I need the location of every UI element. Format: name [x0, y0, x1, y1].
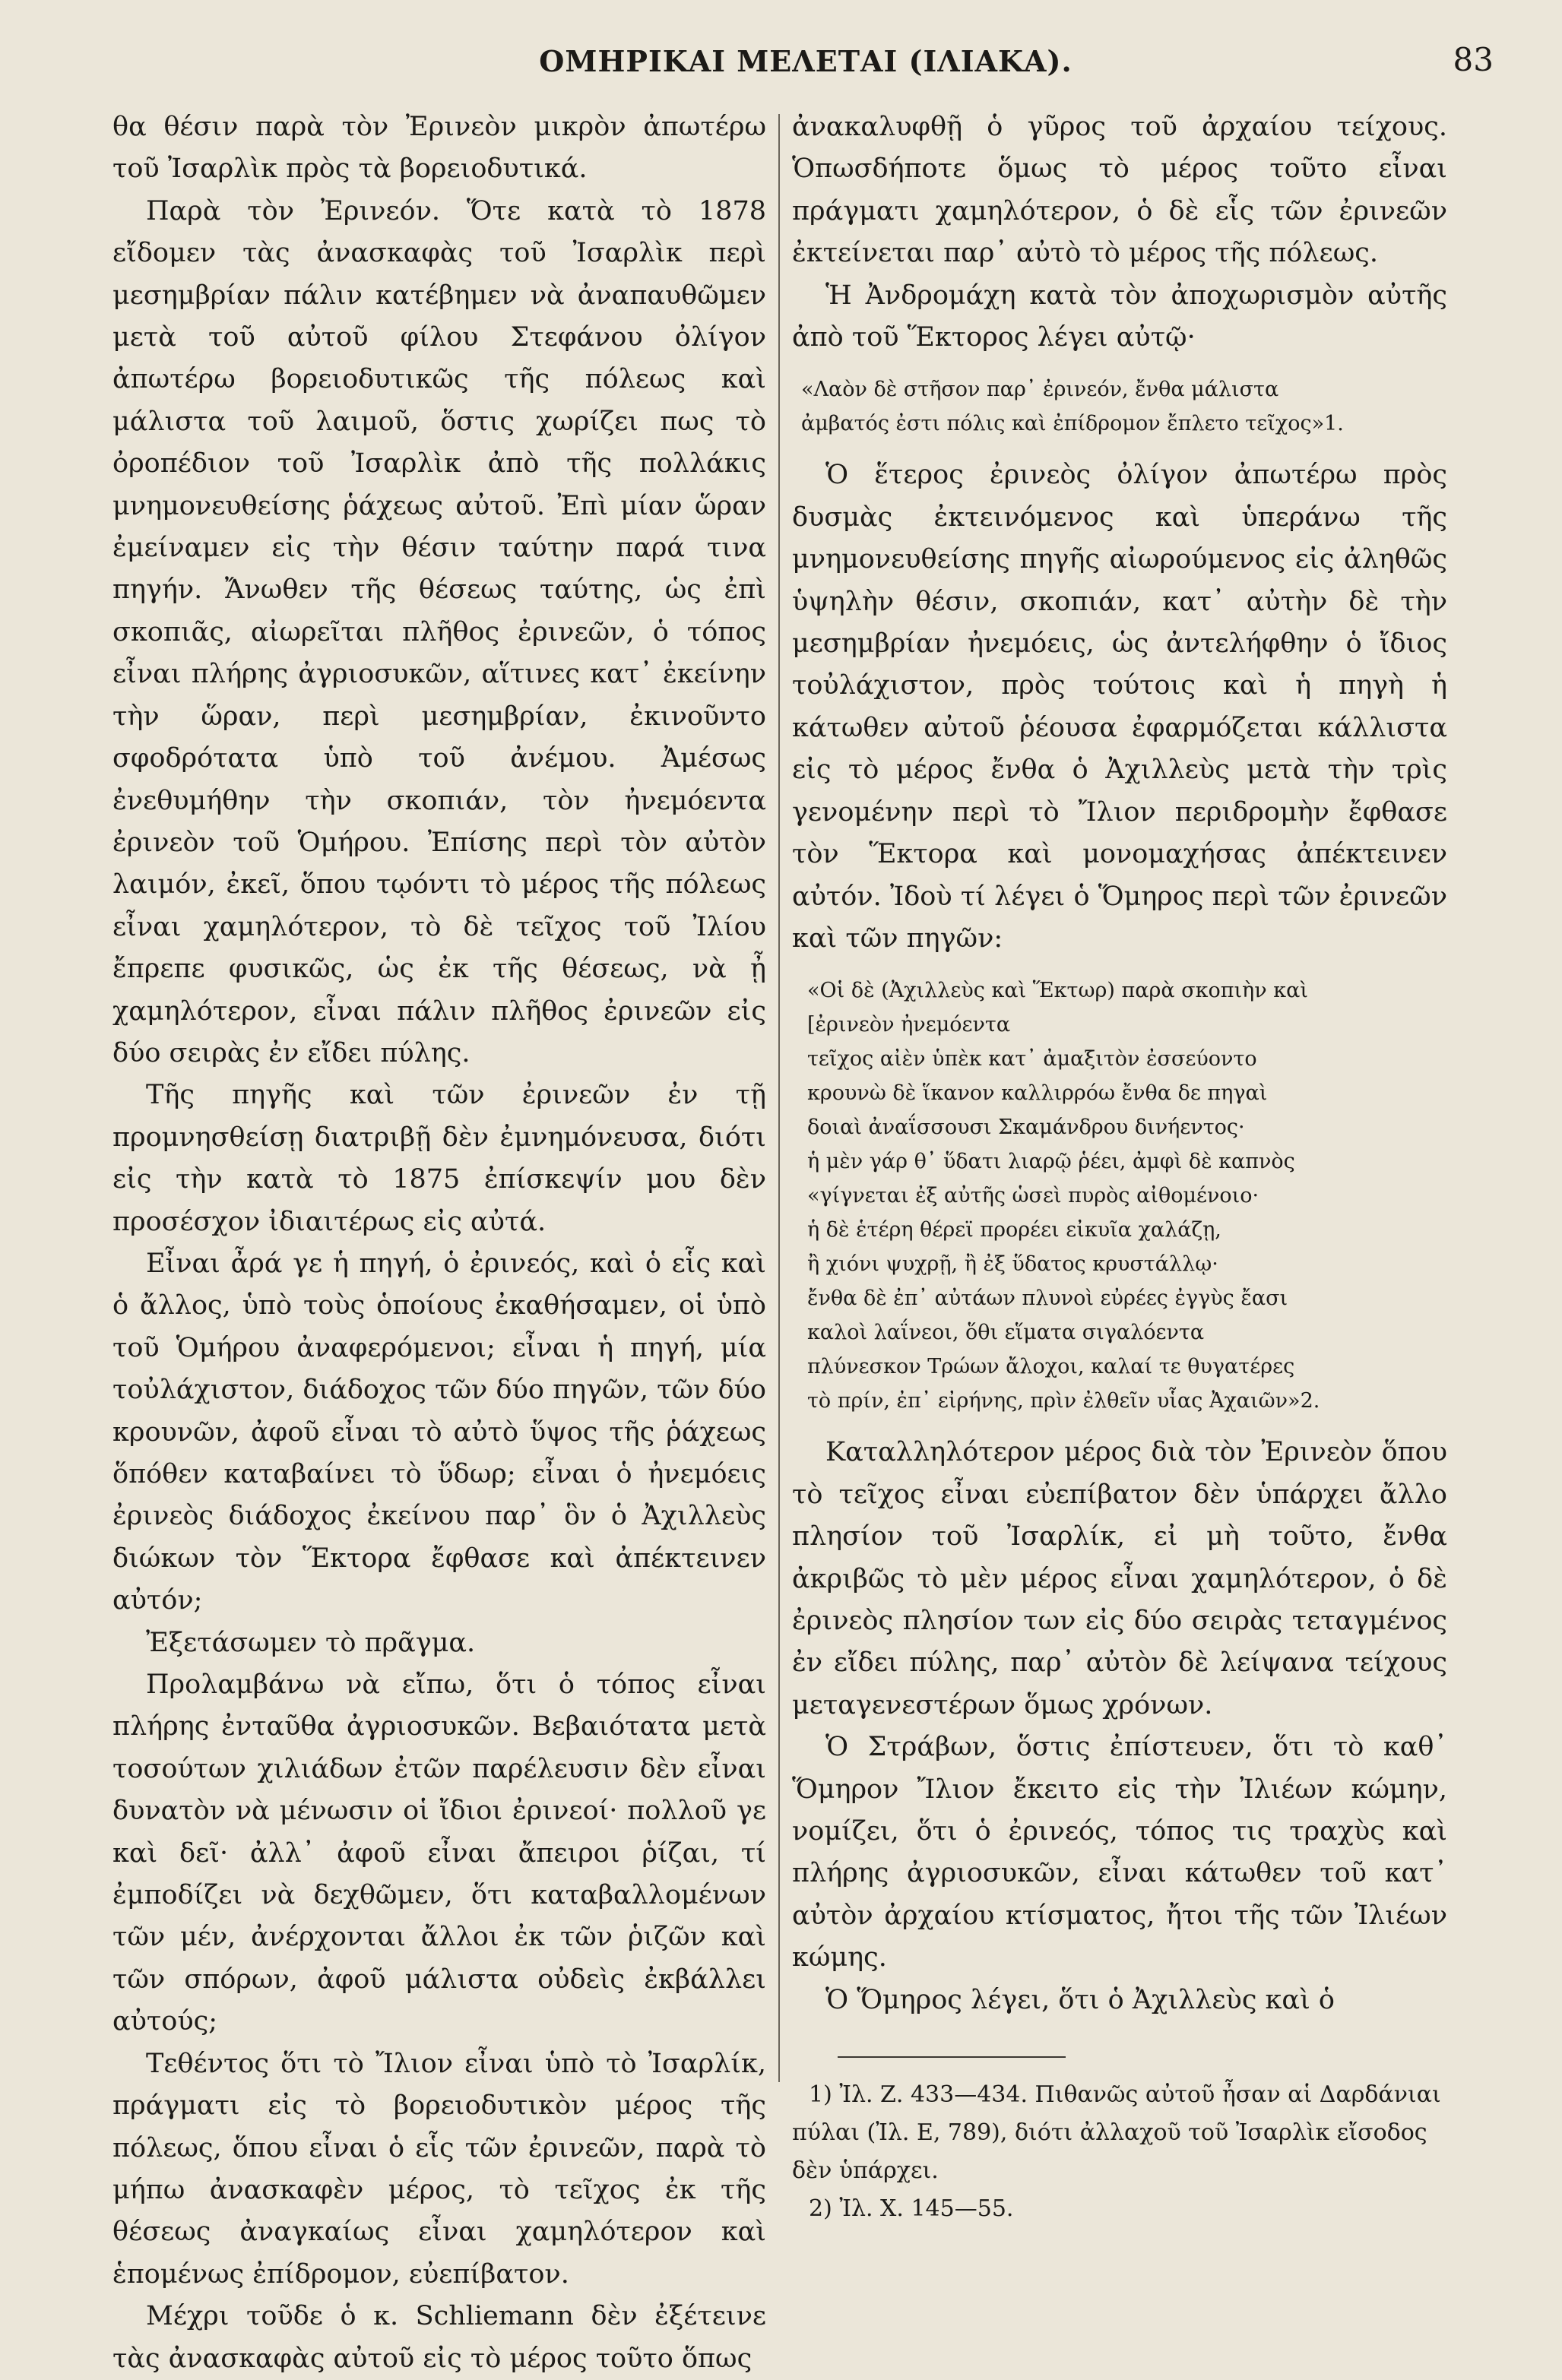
paragraph: Μέχρι τοῦδε ὁ κ. Schliemann δὲν ἐξέτεινε τὰς ἀνασκαφὰς αὐτοῦ εἰς τὸ μέρος τοῦτο ὅπως: [112, 2301, 766, 2374]
quote-line: τὸ πρίν, ἐπ᾽ εἰρήνης, πρὶν ἐλθεῖν υἷας Ἀχαιῶν»2.: [807, 1389, 1320, 1413]
quote-line: ἡ μὲν γάρ θ᾽ ὕδατι λιαρῷ ῥέει, ἀμφὶ δὲ καπνὸς: [807, 1150, 1295, 1174]
footnote-rule: [838, 2056, 1066, 2058]
paragraph: Τῆς πηγῆς καὶ τῶν ἐρινεῶν ἐν τῇ προμνησθείσῃ διατριβῇ δὲν ἐμνημόνευσα, διότι εἰς τὴν κατὰ τὸ 1875 ἐπίσκεψίν μου δὲν προσέσχον ἰδιαιτέρως εἰς αὐτά.: [112, 1080, 766, 1237]
quote-line: «Οἱ δὲ (Ἀχιλλεὺς καὶ Ἕκτωρ) παρὰ σκοπιὴν καὶ: [807, 979, 1308, 1003]
paragraph: θα θέσιν παρὰ τὸν Ἐρινεὸν μικρὸν ἀπωτέρω τοῦ Ἰσαρλὶκ πρὸς τὰ βορειοδυτικά.: [112, 112, 766, 185]
paragraph: Καταλληλότερον μέρος διὰ τὸν Ἐρινεὸν ὅπου τὸ τεῖχος εἶναι εὐεπίβατον δὲν ὑπάρχει ἄλλο πλησίον τοῦ Ἰσαρλίκ, εἰ μὴ τοῦτο, ἔνθα ἀκριβῶς τὸ μὲν μέρος εἶναι χαμηλότερον, ὁ δὲ ἐρινεὸς πλησίον των εἰς δύο σειρὰς τεταγμένος ἐν εἴδει πύλης, παρ᾽ αὐτὸν δὲ λείψανα τείχους μεταγενεστέρων ὅμως χρόνων.: [792, 1437, 1447, 1720]
quote-line: κρουνὼ δὲ ἵκανον καλλιρρόω ἔνθα δε πηγαὶ: [807, 1081, 1268, 1106]
quote-line: «γίγνεται ἐξ αὐτῆς ὡσεὶ πυρὸς αἰθομένοιο·: [807, 1184, 1259, 1208]
paragraph: Εἶναι ἆρά γε ἡ πηγή, ὁ ἐρινεός, καὶ ὁ εἷς καὶ ὁ ἄλλος, ὑπὸ τοὺς ὁποίους ἐκαθήσαμεν, οἱ ὑπὸ τοῦ Ὁμήρου ἀναφερόμενοι; εἶναι ἡ πηγή, μία τοὐλάχιστον, διάδοχος τῶν δύο πηγῶν, τῶν δύο κρουνῶν, ἀφοῦ εἶναι τὸ αὐτὸ ὕψος τῆς ῥάχεως ὅπόθεν καταβαίνει τὸ ὕδωρ; εἶναι ὁ ἠνεμόεις ἐρινεὸς διάδοχος ἐκείνου παρ᾽ ὃν ὁ Ἀχιλλεὺς διώκων τὸν Ἕκτορα ἔφθασε καὶ ἀπέκτεινεν αὐτόν;: [112, 1248, 766, 1616]
quote-line: «Λαὸν δὲ στῆσον παρ᾽ ἐρινεόν, ἔνθα μάλιστα: [801, 378, 1279, 402]
paragraph: Ὁ Ὅμηρος λέγει, ὅτι ὁ Ἀχιλλεὺς καὶ ὁ: [825, 1984, 1335, 2015]
footnote: 2) Ἰλ. Χ. 145—55.: [809, 2195, 1014, 2222]
left-column: [112, 106, 766, 2380]
quote-homer: [801, 973, 1447, 1418]
quote-line: καλοὶ λαΐνεοι, ὅθι εἵματα σιγαλόεντα: [807, 1321, 1205, 1345]
paragraph: Προλαμβάνω νὰ εἴπω, ὅτι ὁ τόπος εἶναι πλήρης ἐνταῦθα ἀγριοσυκῶν. Βεβαιότατα μετὰ τοσούτων χιλιάδων ἐτῶν παρέλευσιν δὲν εἶναι δυνατὸν νὰ μένωσιν οἱ ἴδιοι ἐρινεοί· πολλοῦ γε καὶ δεῖ· ἀλλ᾽ ἀφοῦ εἶναι ἄπειροι ῥίζαι, τί ἐμποδίζει νὰ δεχθῶμεν, ὅτι καταβαλλομένων τῶν μέν, ἀνέρχονται ἄλλοι ἐκ τῶν ῥιζῶν καὶ τῶν σπόρων, ἀφοῦ μάλιστα οὐδεὶς ἐκβάλλει αὐτούς;: [112, 1669, 766, 2037]
running-head: [84, 41, 1494, 90]
paragraph: Ὁ ἕτερος ἐρινεὸς ὀλίγον ἀπωτέρω πρὸς δυσμὰς ἐκτεινόμενος καὶ ὑπεράνω τῆς μνημονευθείσης πηγῆς αἰωρούμενος εἰς ἀληθῶς ὑψηλὴν θέσιν, σκοπιάν, κατ᾽ αὐτὴν δὲ τὴν μεσημβρίαν ἠνεμόεις, ὡς ἀντελήφθην ὁ ἴδιος τοὐλάχιστον, πρὸς τούτοις καὶ ἡ πηγὴ ἡ κάτωθεν αὐτοῦ ῥέουσα ἐφαρμόζεται κάλλιστα εἰς τὸ μέρος ἔνθα ὁ Ἀχιλλεὺς μετὰ τὴν τρὶς γενομένην περὶ τὸ Ἴλιον περιδρομὴν ἔφθασε τὸν Ἕκτορα καὶ μονομαχήσας ἀπέκτεινεν αὐτόν. Ἰδοὺ τί λέγει ὁ Ὅμηρος περὶ τῶν ἐρινεῶν καὶ τῶν πηγῶν:: [792, 460, 1447, 954]
quote-line: ἀμβατός ἐστι πόλις καὶ ἐπίδρομον ἔπλετο τεῖχος»1.: [801, 412, 1344, 436]
quote-line-continuation: [ἐρινεὸν ἠνεμόεντα: [807, 1013, 1011, 1037]
quote-line: ἔνθα δὲ ἐπ᾽ αὐτάων πλυνοὶ εὐρέες ἐγγὺς ἔασι: [807, 1287, 1288, 1311]
paragraph: Ὁ Στράβων, ὅστις ἐπίστευεν, ὅτι τὸ καθ᾽ Ὅμηρον Ἴλιον ἔκειτο εἰς τὴν Ἰλιέων κώμην, νομίζει, ὅτι ὁ ἐρινεός, τόπος τις τραχὺς καὶ πλήρης ἀγριοσυκῶν, εἶναι κάτωθεν τοῦ κατ᾽ αὐτὸν ἀρχαίου κτίσματος, ἤτοι τῆς τῶν Ἰλιέων κώμης.: [792, 1732, 1447, 1973]
quote-andromache: [801, 372, 1447, 441]
footnotes: [792, 2076, 1447, 2228]
quote-line: ἡ δὲ ἑτέρη θέρεϊ προρέει εἰκυῖα χαλάζῃ,: [807, 1218, 1221, 1242]
quote-line: ἢ χιόνι ψυχρῇ, ἢ ἐξ ὕδατος κρυστάλλῳ·: [807, 1252, 1218, 1277]
footnote: 1) Ἰλ. Ζ. 433—434. Πιθανῶς αὐτοῦ ἦσαν αἱ Δαρδάνιαι πύλαι (Ἰλ. Ε, 789), διότι ἀλλαχοῦ τοῦ Ἰσαρλὶκ εἴσοδος δὲν ὑπάρχει.: [792, 2081, 1441, 2184]
column-divider: [778, 114, 780, 2082]
paragraph: ἀνακαλυφθῇ ὁ γῦρος τοῦ ἀρχαίου τείχους. Ὁπωσδήποτε ὅμως τὸ μέρος τοῦτο εἶναι πράγματι χαμηλότερον, ὁ δὲ εἷς τῶν ἐρινεῶν ἐκτείνεται παρ᾽ αὐτὸ τὸ μέρος τῆς πόλεως.: [792, 112, 1447, 269]
quote-line: πλύνεσκον Τρώων ἄλοχοι, καλαί τε θυγατέρες: [807, 1355, 1295, 1379]
quote-line: δοιαὶ ἀναΐσσουσι Σκαμάνδρου δινήεντος·: [807, 1116, 1245, 1140]
quote-line: τεῖχος αἰὲν ὑπὲκ κατ᾽ ἀμαξιτὸν ἐσσεύοντο: [807, 1047, 1257, 1071]
page-number: 83: [1453, 41, 1494, 78]
paragraph: Παρὰ τὸν Ἐρινεόν. Ὅτε κατὰ τὸ 1878 εἴδομεν τὰς ἀνασκαφὰς τοῦ Ἰσαρλὶκ περὶ μεσημβρίαν πάλιν κατέβημεν νὰ ἀναπαυθῶμεν μετὰ τοῦ αὐτοῦ φίλου Στεφάνου ὀλίγον ἀπωτέρω βορειοδυτικῶς τῆς πόλεως καὶ μάλιστα τοῦ λαιμοῦ, ὅστις χωρίζει πως τὸ ὀροπέδιον τοῦ Ἰσαρλὶκ ἀπὸ τῆς πολλάκις μνημονευθείσης ῥάχεως αὐτοῦ. Ἐπὶ μίαν ὥραν ἐμείναμεν εἰς τὴν θέσιν ταύτην παρά τινα πηγήν. Ἄνωθεν τῆς θέσεως ταύτης, ὡς ἐπὶ σκοπιᾶς, αἰωρεῖται πλῆθος ἐρινεῶν, ὁ τόπος εἶναι πλήρης ἀγριοσυκῶν, αἵτινες κατ᾽ ἐκείνην τὴν ὥραν, περὶ μεσημβρίαν, ἐκινοῦντο σφοδρότατα ὑπὸ τοῦ ἀνέμου. Ἀμέσως ἐνεθυμήθην τὴν σκοπιάν, τὸν ἠνεμόεντα ἐρινεὸν τοῦ Ὁμήρου. Ἐπίσης περὶ τὸν αὐτὸν λαιμόν, ἐκεῖ, ὅπου τῳόντι τὸ μέρος τῆς πόλεως εἶναι χαμηλότερον, τὸ δὲ τεῖχος τοῦ Ἰλίου ἔπρεπε φυσικῶς, ὡς ἐκ τῆς θέσεως, νὰ ᾖ χαμηλότερον, εἶναι πάλιν πλῆθος ἐρινεῶν εἰς δύο σειρὰς ἐν εἴδει πύλης.: [112, 195, 766, 1068]
paragraph: Ἐξετάσωμεν τὸ πρᾶγμα.: [146, 1627, 476, 1658]
running-title: ΟΜΗΡΙΚΑΙ ΜΕΛΕΤΑΙ (ΙΛΙΑΚΑ).: [539, 44, 1072, 78]
right-column: [792, 106, 1447, 2228]
paragraph: Ἡ Ἀνδρομάχη κατὰ τὸν ἀποχωρισμὸν αὐτῆς ἀπὸ τοῦ Ἕκτορος λέγει αὐτῷ·: [792, 280, 1447, 353]
paragraph: Τεθέντος ὅτι τὸ Ἴλιον εἶναι ὑπὸ τὸ Ἰσαρλίκ, πράγματι εἰς τὸ βορειοδυτικὸν μέρος τῆς πόλεως, ὅπου εἶναι ὁ εἷς τῶν ἐρινεῶν, παρὰ τὸ μήπω ἀνασκαφὲν μέρος, τὸ τεῖχος ἐκ τῆς θέσεως ἀναγκαίως εἶναι χαμηλότερον καὶ ἑπομένως ἐπίδρομον, εὐεπίβατον.: [112, 2048, 766, 2290]
